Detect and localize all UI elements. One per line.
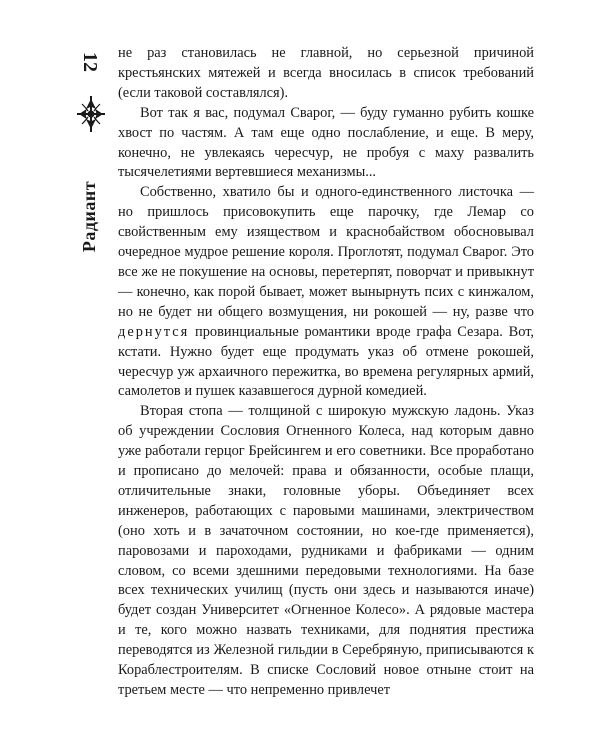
body-text <box>118 44 534 701</box>
paragraph-4: Вторая стопа — толщиной с широкую мужскую ладонь. Указ об учреждении Сословия Огненного Колеса, над которым давно уже работали герцог Брейсингем и его советники. Все проработано и прописано до мелочей: права и обязанности, особые плащи, отличительные знаки, головные уборы. Объединяет всех инженеров, работающих с паровыми машинами, электричеством (оно хоть и в зачаточном состоянии, но кое-где применяется), паровозами и пароходами, рудниками и фабриками — одним словом, со всеми здешними передовыми технологиями. На базе всех технических училищ (пусть они здесь и называются иначе) будет создан Университет «Огненное Колесо». А рядовые мастера и те, кого можно назвать техниками, для поднятия престижа переводятся из Железной гильдии в Серебряную, приписываются к Кораблестроителям. В списке Сословий новое отныне стоит на третьем месте — что непременно привлечет <box>118 403 534 698</box>
running-title-text: Радиант <box>79 180 100 252</box>
paragraph-3-before: Собственно, хватило бы и одного-единственного листочка — но пришлось присовокупить еще парочку, где Лемар со свойственным ему изяществом и краснобайством обосновывал очередное мудрое решение короля. Проглотят, подумал Сварог. Это все же не покушение на основы, перетерпят, поворчат и привыкнут — конечно, как порой бывает, может вынырнуть псих с кинжалом, но не будет ни общего возмущения, ни рокошей — ну, разве что <box>118 184 534 320</box>
page-number: 12 <box>79 52 102 72</box>
paragraph-3-after: провинциальные романтики вроде графа Сезара. Вот, кстати. Нужно будет еще продумать указ об отмене рокошей, чересчур уж архаичного пережитка, во времена регулярных армий, самолетов и пушек казавшегося дурной комедией. <box>118 323 534 400</box>
running-title <box>70 162 110 270</box>
paragraph-3 <box>118 183 534 402</box>
paragraph-1: не раз становилась не главной, но серьезной причиной крестьянских мятежей и всегда вносилась в список требований (если таковой составлялся). <box>118 45 534 101</box>
ornament-icon <box>74 94 108 134</box>
paragraph-2: Вот так я вас, подумал Сварог, — буду гуманно рубить кошке хвост по частям. А там еще одно послабление, и еще. В меру, конечно, не увлекаясь чересчур, не пробуя с маху развалить тысячелетиями вертевшиеся механизмы... <box>118 104 534 181</box>
spaced-emphasis: дернутся <box>118 323 190 340</box>
page-margin <box>70 40 110 270</box>
